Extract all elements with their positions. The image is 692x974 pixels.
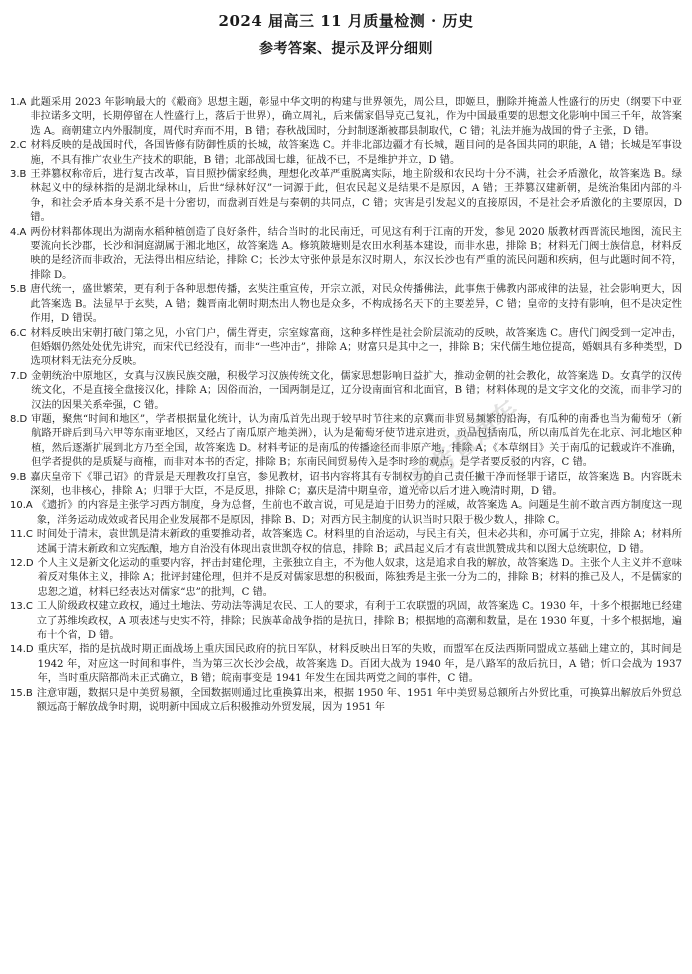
answer-explanation: 材料反映出宋朝打破门第之见，小官门户，儒生胥吏，宗室嫁富商，这种多样性是社会阶层流动的反映，故答案选 C。唐代门阀受到一定冲击，但婚姻仍然处处优先讲究，而宋代已经没有，而非“一些冲击”，排除 A；财富只是其中之一，排除 B；宋代儒生地位提高，婚姻具有多种类型，D 选项材料无法充分反映。 bbox=[30, 327, 682, 368]
answer-explanation: 重庆军，指的是抗战时期正面战场上重庆国民政府的抗日军队，材料反映出日军的失败，而盟军在反法西斯同盟成立基础上建立的，其时间是 1942 年，对应这一时间和事件，当为第三次长沙会战，故答案选 D。百团大战为 1940 年，是八路军的敌后抗日，A 错；忻口会战为 1937 年，当时重庆陪都尚未正式确立，B 错；皖南事变是 1941 年发生在国共两党之间的事件，C 错。 bbox=[37, 644, 682, 685]
answer-item bbox=[10, 370, 682, 413]
answer-explanation: 金朝统治中原地区，女真与汉族民族交融，积极学习汉族传统文化，儒家思想影响日益扩大，推动金朝的社会教化，故答案选 D。女真学的汉传统文化，不是直接全盘接汉化，排除 A；因俗而治，一国两制是辽，辽分设南面官和北面官，B 错；材料体现的是文字文化的交流，而非学习的汉法的因果关系牵强，C 错。 bbox=[31, 370, 682, 411]
answer-number: 3.B bbox=[10, 169, 27, 181]
page-title: 2024 届高三 11 月质量检测 · 历史 bbox=[218, 12, 474, 30]
answer-number: 2.C bbox=[10, 140, 27, 152]
answer-explanation: 注意审题，数据只是中美贸易额，全国数据则通过比重换算出来，根据 1950 年、1951 年中美贸易总额所占外贸比重，可换算出解放后外贸总额远高于解放战争时期，说明新中国成立后积极推动外贸发展，因为 1951 年 bbox=[36, 687, 682, 714]
answer-item bbox=[10, 283, 682, 326]
answer-item bbox=[10, 226, 682, 284]
answer-explanation: 王莽篡权称帝后，进行复古改革，盲目照抄儒家经典，理想化改革严重脱离实际，地主阶级和农民均十分不满，社会矛盾激化，故答案选 B。绿林起义中的绿林指的是湖北绿林山，后世“绿林好汉”一词源于此，但农民起义是结果不是原因，A 错；王莽篡汉建新朝，是统治集团内部的斗争，和社会矛盾本身关系不是十分密切，而盘剥百姓是与秦朝的共同点，C 错；灾害是引发起义的直接原因，不是社会矛盾激化的主要原因，D 错。 bbox=[30, 169, 682, 224]
answer-number: 13.C bbox=[10, 601, 33, 613]
answer-explanation: 审题，聚焦“时间和地区”，学者根据量化统计，认为南瓜首先出现于较早时节往来的京冀而非贸易频繁的沿海，有瓜种的南番也当为葡萄牙（新航路开辟后到马六甲等东南亚地区，又经占了南瓜原产地美洲），认为是葡萄牙使节进京进贡，贡品包括南瓜，所以南瓜首先在北京、河北地区种植，然后逐渐扩展到北方乃至全国，故答案选 D。材料考证的是南瓜的传播途径而非原产地，排除 A；《本草纲目》关于南瓜的记载或许不准确，但学者提供的是质疑与商榷，而非对本书的否定，排除 B；东南民间贸易传入是李时珍的观点，是学者要反驳的内容，C 错。 bbox=[31, 413, 682, 469]
answer-item bbox=[10, 499, 682, 528]
answer-explanation: 工人阶级政权建立政权，通过土地法、劳动法等满足农民、工人的要求，有利于工农联盟的巩固，故答案选 C。1930 年，十多个根据地已经建立了苏维埃政权，A 项表述与史实不符，排除；民族革命战争指的是抗日，排除 B；根据地的高潮和数量，是在 1930 年夏，十多个根据地，遍布十个省，D 错。 bbox=[36, 601, 682, 642]
answer-item bbox=[10, 139, 682, 168]
answer-number: 1.A bbox=[10, 97, 27, 108]
answer-explanation: 个人主义是新文化运动的重要内容，抨击封建伦理，主张独立自主，不为他人奴隶，这是追求自我的解放，故答案选 D。主张个人主义并不意味着反对集体主义，排除 A；批评封建伦理，但并不是反对儒家思想的积极面，陈独秀是主张一分为二的，排除 B；材料的推己及人，不是儒家的忠恕之道，材料已经表达对儒家“忠”的批判，C 错。 bbox=[37, 558, 682, 598]
answer-number: 8.D bbox=[10, 413, 28, 425]
answer-explanation: 《遗折》的内容是主张学习西方制度，身为总督，生前也不敢言说，可见是迫于旧势力的淫威，故答案选 A。问题是生前不敢言西方制度这一现象，洋务运动成效或者民用企业发展都不是原因，排除 B、D；对西方民主制度的认识当时只限于极少数人，排除 C。 bbox=[36, 500, 682, 526]
answer-number: 10.A bbox=[10, 500, 33, 512]
answer-number: 14.D bbox=[10, 644, 34, 656]
answer-item bbox=[10, 557, 682, 600]
answer-number: 6.C bbox=[10, 327, 27, 339]
answer-number: 12.D bbox=[10, 558, 34, 569]
watermark: 高考直通车 bbox=[403, 394, 525, 499]
answer-item bbox=[10, 687, 682, 716]
answer-explanation: 时间处于清末，袁世凯是清末新政的重要推动者，故答案选 C。材料里的自治运动，与民主有关，但未必共和，亦可属于立宪，排除 A；材料所述属于清末新政和立宪酝酿，地方自治没有体现出袁世凯夺权的信息，排除 B；武昌起义后才有袁世凯赞成共和以图大总统职位，D 错。 bbox=[36, 529, 682, 555]
answer-item bbox=[10, 600, 682, 643]
answer-item bbox=[10, 413, 682, 471]
answer-explanation: 唐代统一，盛世繁荣，更有利于各种思想传播，玄奘注重宣传，开宗立派，对民众传播佛法，此事焦于佛教内部戒律的法显，社会影响更大，因此答案选 B。法显早于玄奘，A 错；魏晋南北朝时期杰出人物也是众多，不构成扬名天下的主要差异，C 错；皇帝的支持有影响，但不是决定性作用，D 错误。 bbox=[30, 284, 682, 325]
answer-number: 15.B bbox=[10, 687, 33, 699]
answer-item bbox=[10, 643, 682, 686]
answer-explanation: 此题采用 2023 年影响最大的《觳商》思想主题，彰显中华文明的构建与世界领先，周公旦，即姬旦，删除并掩盖人性盛行的历史（纲要下中亚非拉诺多文明，长期停留在人性盛行上，落后于世界），确立周礼，后来儒家倡导克己复礼，作为中国最重要的思想文化影响中国三千年，故答案选 A。商朝建立内外服制度，周代时弃而不用，B 错；春秋战国时，分封制逐渐被郡县制取代，C 错；礼法并施为战国的骨子主张，D 错。 bbox=[30, 97, 682, 137]
answer-explanation: 材料反映的是战国时代，各国皆修有防御性质的长城，故答案选 C。并非北部边疆才有长城，题目问的是各国共同的职能，A 错；长城是军事设施，不具有推广农业生产技术的职能，B 错；北部战国七雄，征战不已，不是维护并立，D 错。 bbox=[30, 140, 682, 166]
answer-item bbox=[10, 327, 682, 370]
page-subtitle: 参考答案、提示及评分细则 bbox=[259, 41, 433, 57]
answer-number: 9.B bbox=[10, 471, 27, 483]
answer-item bbox=[10, 471, 682, 500]
answer-item bbox=[10, 168, 682, 226]
answer-list bbox=[10, 96, 682, 715]
answer-number: 4.A bbox=[10, 226, 27, 238]
answer-explanation: 嘉庆皇帝下《罪己诏》的背景是天理教攻打皇宫，参见教材，诏书内容将其有专制权力的自己责任撇干净而怪罪于诸臣，故答案选 B。内容既未深刻，也非核心，排除 A；归罪于大臣，不是反思，排除 C；嘉庆是清中期皇帝，道光帝以后才进入晚清时期，D 错。 bbox=[30, 471, 682, 497]
answer-number: 7.D bbox=[10, 370, 28, 382]
answer-number: 5.B bbox=[10, 284, 27, 296]
answer-item bbox=[10, 96, 682, 139]
answer-item bbox=[10, 528, 682, 557]
answer-number: 11.C bbox=[10, 529, 33, 541]
answer-explanation: 两份材料都体现出为湖南水稻种植创造了良好条件，结合当时的北民南迁，可见这有利于江南的开发，参见 2020 版教材西晋流民地图，流民主要流向长沙郡，长沙和洞庭湖属于湘北地区，故答案选 A。修筑陂塘则是农田水利基本建设，而非水患，排除 B；材料无门阀士族信息，材料反映的是经济而非政治，无法得出相应结论，排除 C；长沙太守张仲景是东汉时期人，东汉长沙也有严重的流民问题和疾病，但与此题时间不符，排除 D。 bbox=[30, 226, 682, 281]
